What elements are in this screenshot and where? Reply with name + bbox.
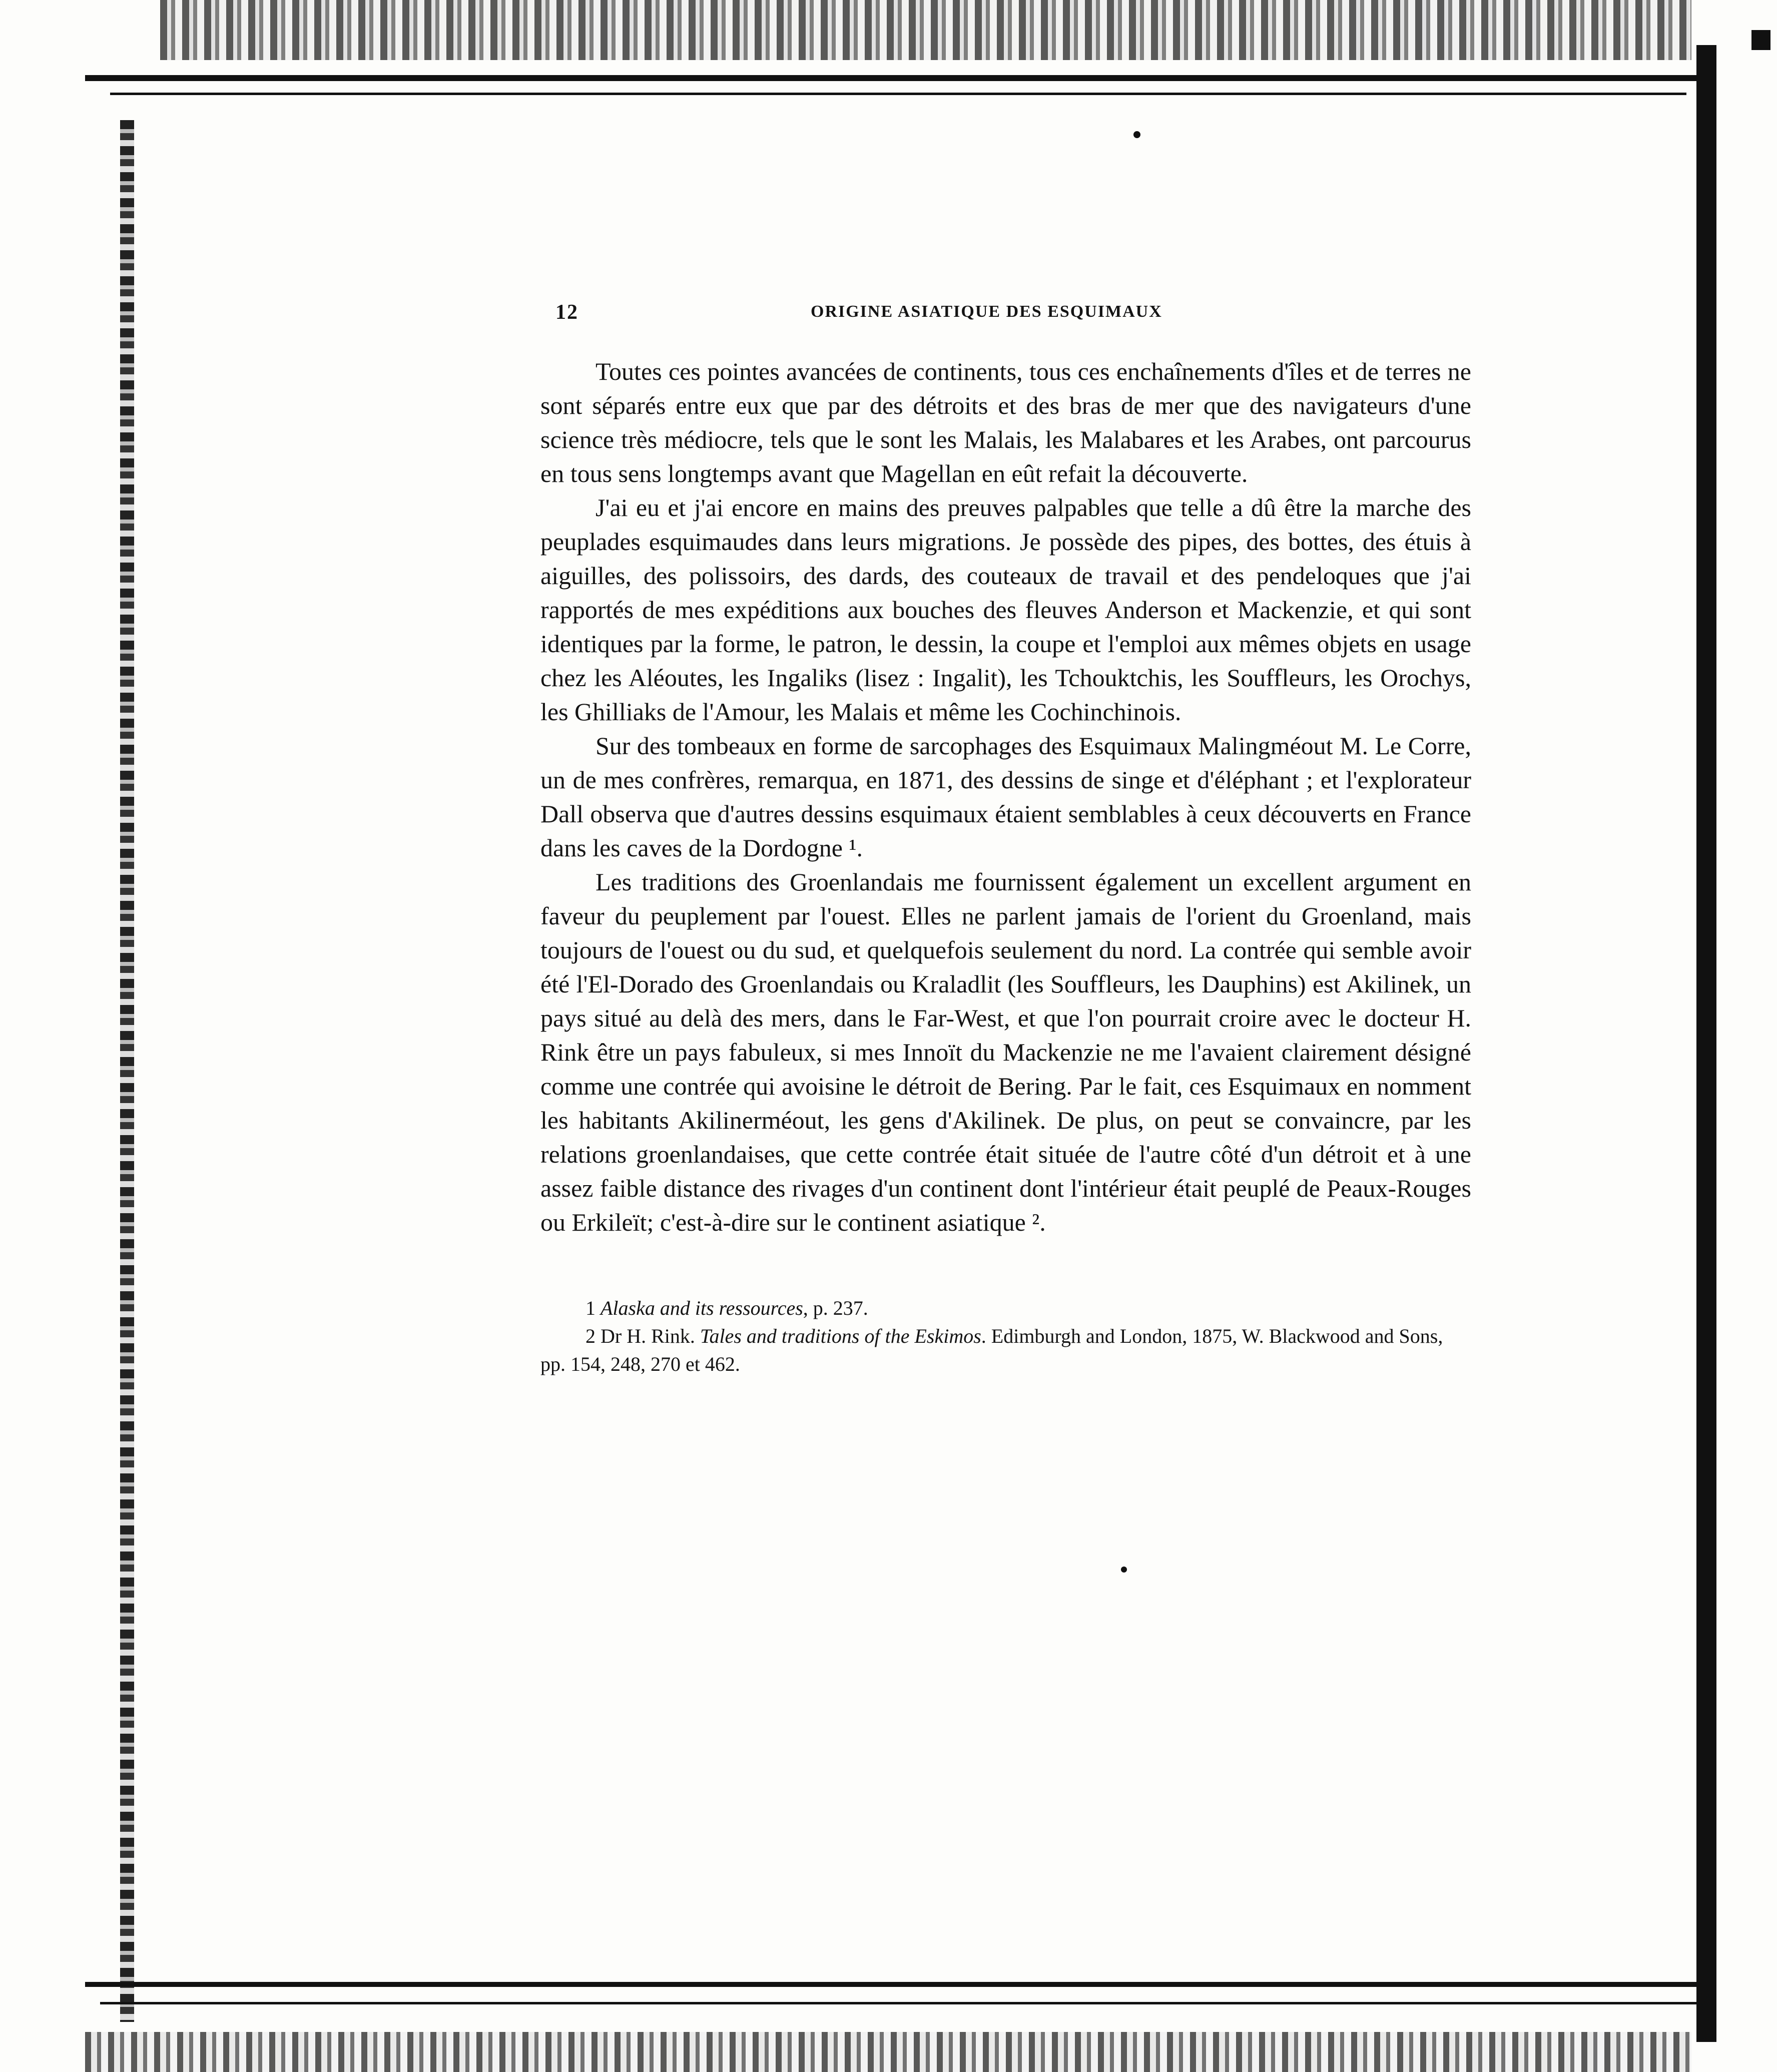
footnote-text: . Edimburgh and London, 1875, W. Blackwood and Sons, pp. 154, 248, 270 et 462.: [540, 1325, 1443, 1375]
paragraph: Toutes ces pointes avancées de continents, tous ces enchaînements d'îles et de terres ne sont séparés entre eux que par des détroits et des bras de mer que des navigateurs d'une science très médiocre, tels que le sont les Malais, les Malabares et les Arabes, ont parcourus en tous sens longtemps avant que Magellan en eût refait la découverte.: [540, 357, 1471, 487]
footnote: [540, 1322, 1471, 1378]
top-rule: [85, 75, 1696, 81]
top-scan-border: [160, 0, 1691, 60]
footnotes: [540, 1294, 1471, 1378]
footnote-marker: 1: [585, 1297, 596, 1319]
footnote-author: Dr H. Rink.: [601, 1325, 700, 1347]
running-title: ORIGINE ASIATIQUE DES ESQUIMAUX: [811, 302, 1162, 321]
ink-speck: [1121, 1567, 1127, 1573]
footnote-title: Tales and traditions of the Eskimos: [700, 1325, 981, 1347]
running-header: [540, 300, 1471, 330]
page-number: 12: [555, 301, 578, 324]
paragraph: J'ai eu et j'ai encore en mains des preuves palpables que telle a dû être la marche des peuplades esquimaudes dans leurs migrations. Je possède des pipes, des bottes, des étuis à aiguilles, des polissoirs, des dards, des couteaux de travail et des pendeloques que j'ai rapportés de mes expéditions aux bouches des fleuves Anderson et Mackenzie, et qui sont identiques par la forme, le patron, le dessin, la coupe et l'emploi aux mêmes objets en usage chez les Aléoutes, les Ingaliks (lisez : Ingalit), les Tchouktchis, les Souffleurs, les Orochys, les Ghilliaks de l'Amour, les Malais et même les Cochinchinois.: [540, 493, 1471, 726]
bottom-rule: [85, 1982, 1696, 1987]
left-scan-border: [120, 120, 134, 2022]
page-content: [540, 300, 1471, 1378]
paragraph: Les traditions des Groenlandais me fournissent également un excellent argument en faveur du peuplement par l'ouest. Elles ne parlent jamais de l'orient du Groenland, mais toujours de l'ouest ou du sud, et quelquefois seulement du nord. La contrée qui semble avoir été l'El-Dorado des Groenlandais ou Kraladlit (les Souffleurs, les Dauphins) est Akilinek, un pays situé au delà des mers, dans le Far-West, et que l'on pourrait croire avec le docteur H. Rink être un pays fabuleux, si mes Innoït du Mackenzie ne me l'avaient clairement désigné comme une contrée qui avoisine le détroit de Bering. Par le fait, ces Esquimaux en nomment les habitants Akilinerméout, les gens d'Akilinek. De plus, on peut se convaincre, par les relations groenlandaises, que cette contrée était située de l'autre côté d'un détroit et à une assez faible distance des rivages d'un continent dont l'intérieur était peuplé de Peaux-Rouges ou Erkileït; c'est-à-dire sur le continent asiatique ².: [540, 868, 1471, 1236]
ink-speck: [1133, 131, 1140, 138]
bottom-rule-thin: [100, 2002, 1696, 2004]
right-scan-border-edge: [1751, 30, 1770, 50]
footnote: [540, 1294, 1471, 1322]
footnote-marker: 2: [585, 1325, 596, 1347]
top-rule-thin: [110, 93, 1686, 95]
paragraph: Sur des tombeaux en forme de sarcophages des Esquimaux Malingméout M. Le Corre, un de mes confrères, remarqua, en 1871, des dessins de singe et d'éléphant ; et l'explorateur Dall observa que d'autres dessins esquimaux étaient semblables à ceux découverts en France dans les caves de la Dordogne ¹.: [540, 732, 1471, 862]
body-text: [540, 354, 1471, 1239]
bottom-scan-border: [85, 2032, 1691, 2072]
footnote-title: Alaska and its ressources: [601, 1297, 803, 1319]
right-scan-border: [1696, 45, 1716, 2042]
footnote-text: , p. 237.: [803, 1297, 868, 1319]
